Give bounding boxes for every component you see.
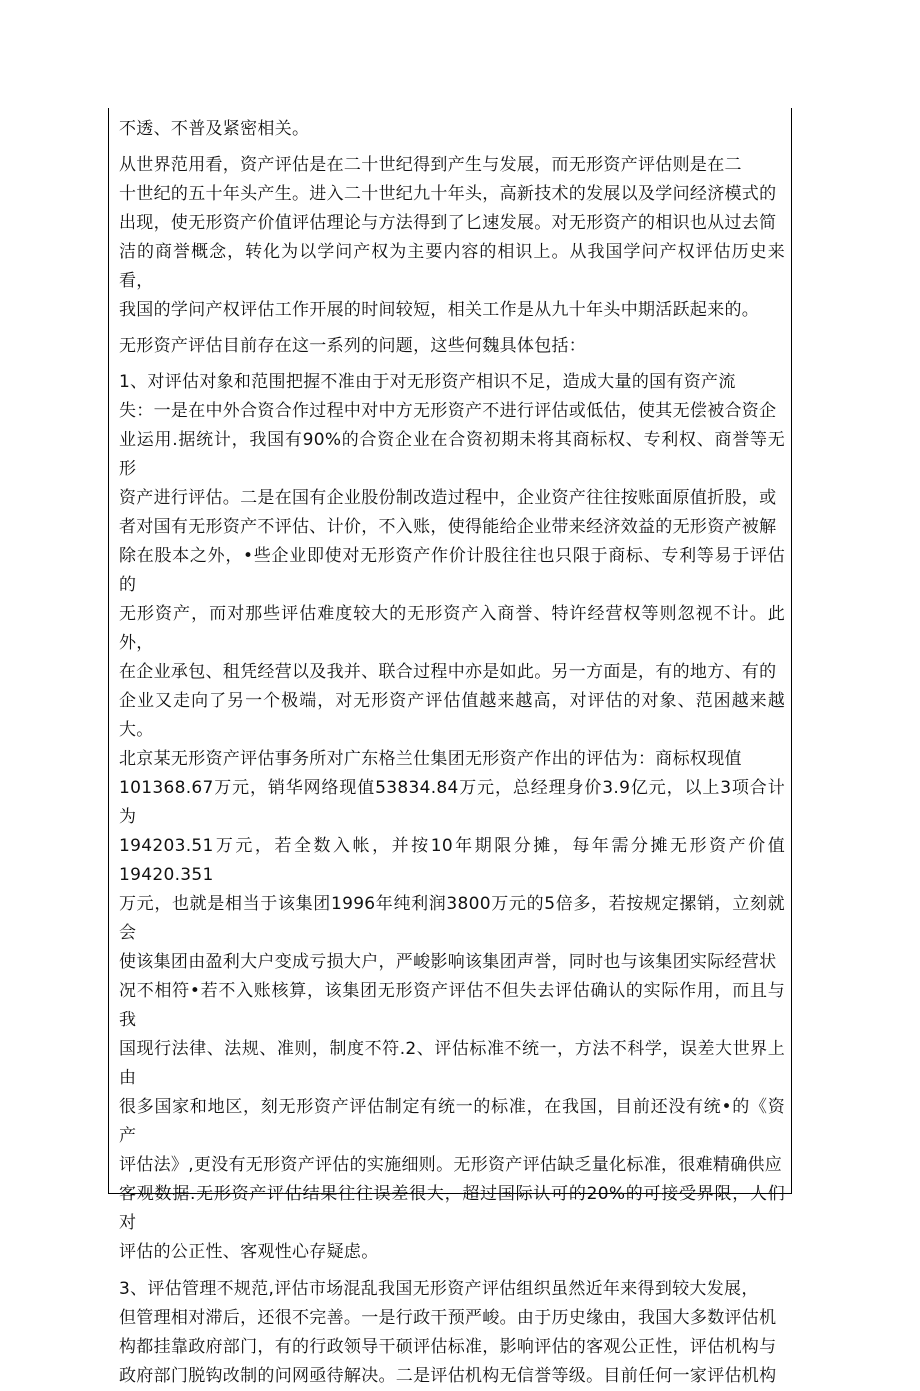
paragraph-5: 3、评估管理不规范,评估市场混乱我国无形资产评估组织虽然近年来得到较大发展， 但管理相对滞后，还很不完善。一是行政干预严峻。由于历史缘由，我国大多数评估机 构都挂靠政府部门，有的行政领导干硕评估标准，影响评估的客观公正性，评估机构与 政府部门脱钩改制的问网亟待解决。二是评估机构无信誉等级。目前任何一家评估机构 xyxy=(119,1279,777,1386)
paragraph-2: 从世界范用看，资产评估是在二十世纪得到产生与发展，而无形资产评估则是在二 十世纪的五十年头产生。进入二十世纪九十年头，高新技术的发展以及学问经济模式的 出现，使无形资产价值评估理论与方法得到了匕速发展。对无形资产的相识也从过去简 洁的商誉概念，转化为以学问产权为主要内容的相识上。从我国学问产权评估历史来看， 我国的学问产权评估工作开展的时间较短，相关工作是从九十年头中期活跃起来的。 xyxy=(119,155,785,320)
paragraph-4: 1、对评估对象和范围把握不准由于对无形资产相识不足，造成大量的国有资产流 失：一是在中外合资合作过程中对中方无形资产不进行评估或低估，使其无偿被合资企 业运用.据统计，我国有90%的合资企业在合资初期未将其商标权、专利权、商誉等无形 资产进行评估。二是在国有企业股份制改造过程中，企业资产往往按账面原值折股，或 者对国有无形资产不评估、计价，不入账，使得能给企业带来经济效益的无形资产被解 除在股本之外，•些企业即使对无形资产作价计股往往也只限于商标、专利等易于评估的 无形资产，而对那些评估难度较大的无形资产入商誉、特许经营权等则忽视不计。此外， 在企业承包、租凭经营以及我并、联合过程中亦是如此。另一方面是，有的地方、有的 企业又走向了另一个极端，对无形资产评估值越来越高，对评估的对象、范困越来越大。 北京某无形资产评估事务所对广东格兰仕集团无形资产作出的评估为：商标权现值 101368.67万元，销华网络现值53834.84万元，总经理身价3.9亿元，以上3项合计为 194203.51万元，若全数入帐，并按10年期限分摊，每年需分摊无形资产价值19420.351 万元，也就是相当于该集团1996年纯利润3800万元的5倍多，若按规定摞销，立刻就会 使该集团由盈利大户变成亏损大户，严峻影响该集团声誉，同时也与该集团实际经营状 况不相符•若不入账核算，该集团无形资产评估不但失去评估确认的实际作用，而且与我 国现行法律、法规、准则，制度不符.2、评估标准不统一，方法不科学，误差大世界上由 很多国家和地区，刻无形资产评估制定有统一的标准，在我国，目前还没有统•的《资产 评估法》,更没有无形资产评估的实施细则。无形资产评估缺乏量化标准，很难精确供应 客观数据.无形资产评估结果往往误差很大，超过国际认可的20%的可接受界限，人们对 评估的公正性、客观性心存疑虑。 xyxy=(119,372,785,1262)
paragraph-1: 不透、不普及紧密相关。 xyxy=(119,119,310,139)
paragraph-3: 无形资产评估目前存在这一系列的问题，这些何魏具体包括： xyxy=(119,336,587,356)
document-body xyxy=(119,115,785,1391)
